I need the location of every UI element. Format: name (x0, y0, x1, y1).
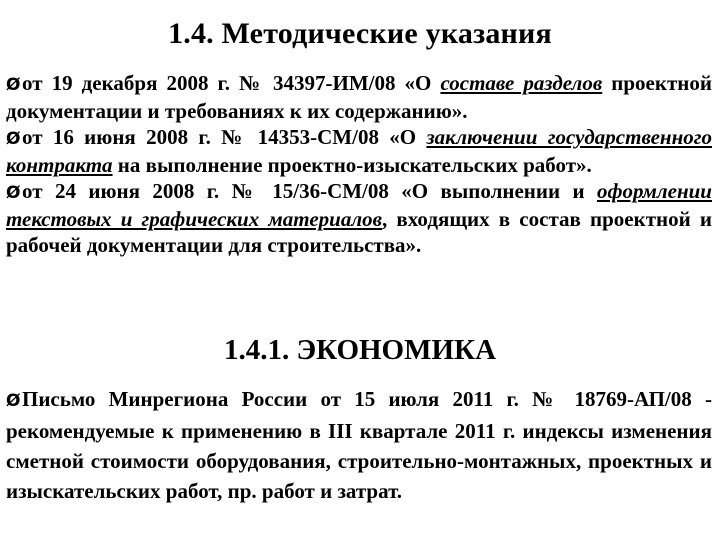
item-text-tail: проектной документации и требованиях к их содержанию». (6, 71, 712, 123)
arrow-bullet-icon: Ø (6, 75, 21, 95)
arrow-bullet-icon: Ø (6, 129, 21, 149)
arrow-bullet-icon: Ø (6, 391, 21, 411)
item-text: от 16 июня 2008 г. № 14353-СМ/08 «О (22, 125, 427, 149)
item-text: от 19 декабря 2008 г. № 34397-ИМ/08 «О (22, 71, 441, 95)
arrow-bullet-icon: Ø (6, 183, 21, 203)
item-text-tail: , входящих в состав проектной и рабочей документации для строительства». (6, 207, 712, 257)
item-underlined-text: заключении государственного контракта (6, 125, 712, 177)
item-text: от 24 июня 2008 г. № 15/36-СМ/08 «О выполнении и (22, 179, 597, 203)
list-item (6, 70, 712, 124)
item-underlined-text: оформлении текстовых и графических материалов (6, 179, 712, 231)
list-item (6, 384, 712, 506)
economy-item-text: Письмо Минрегиона России от 15 июля 2011 г. № 18769-АП/08 - рекомендуемые к применению в III квартале 2011 г. индексы изменения сметной стоимости оборудования, строительно-монтажных, проектных и изыскательских работ, пр. работ и затрат. (6, 387, 712, 503)
list-item (6, 178, 712, 258)
economy-list (6, 384, 712, 506)
item-underlined-text: составе разделов (440, 71, 603, 95)
page-title: 1.4. Методические указания (168, 17, 552, 50)
list-item (6, 124, 712, 178)
guidelines-list (6, 70, 712, 258)
item-text-tail: на выполнение проектно-изыскательских работ». (112, 153, 592, 177)
section-subtitle: 1.4.1. ЭКОНОМИКА (223, 334, 497, 366)
